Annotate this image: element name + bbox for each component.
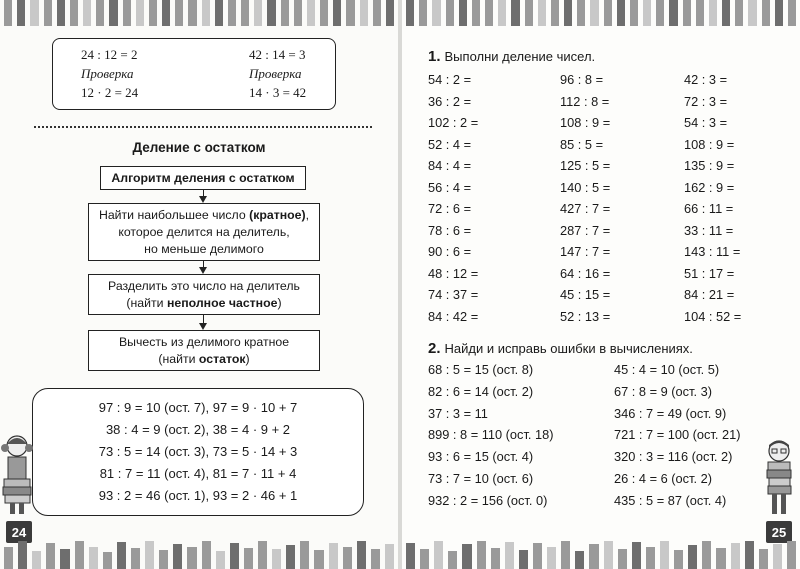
error-check-exercise: 346 : 7 = 49 (ост. 9) [614,405,727,421]
example-equation: 24 : 12 = 2 [81,47,138,62]
error-check-exercise: 932 : 2 = 156 (ост. 0) [428,492,548,508]
division-exercise: 102 : 2 = [428,115,479,130]
flow-arrow [203,261,204,272]
division-exercise: 54 : 2 = [428,72,472,87]
error-check-exercise: 721 : 7 = 100 (ост. 21) [614,427,741,443]
division-exercise: 140 : 5 = [560,179,611,195]
error-check-exercise: 93 : 6 = 15 (ост. 4) [428,449,534,465]
division-exercise: 162 : 9 = [684,179,735,195]
division-exercise: 72 : 3 = [684,93,728,109]
division-exercise: 64 : 16 = [560,265,611,281]
step-text: (найти [158,352,199,366]
division-exercise: 52 : 4 = [428,136,472,152]
division-exercise: 74 : 37 = [428,287,479,302]
remainder-example: 97 : 9 = 10 (ост. 7), 97 = 9 · 10 + 7 [98,400,298,415]
division-exercise: 54 : 3 = [684,115,728,130]
step-punct: ) [277,296,282,310]
division-exercise: 108 : 9 = [684,136,735,152]
step-keyword: неполное частное [166,296,278,310]
section-title: Деление с остатком [132,140,266,155]
division-exercise: 78 : 6 = [428,222,472,238]
division-exercise: 147 : 7 = [560,244,611,259]
error-check-exercise: 320 : 3 = 116 (ост. 2) [614,449,733,465]
task-2-heading [428,340,693,357]
task-title: Найди и исправь ошибки в вычислениях. [444,341,693,356]
left-page [0,0,398,569]
top-decorative-bars [0,0,398,26]
division-exercise: 108 : 9 = [560,115,611,130]
division-exercise: 96 : 8 = [560,72,604,87]
bottom-decorative-bars [402,539,800,569]
division-exercise: 135 : 9 = [684,158,735,173]
algorithm-title-box: Алгоритм деления с остатком [100,166,306,190]
girl-with-books-illustration [0,432,34,516]
division-exercise: 48 : 12 = [428,265,479,281]
error-check-exercise: 37 : 3 = 11 [428,405,488,421]
example-column-1 [81,45,138,102]
division-exercise: 36 : 2 = [428,93,472,109]
remainder-examples-box [32,388,364,516]
error-check-exercise: 26 : 4 = 6 (ост. 2) [614,471,712,486]
step-keyword: (кратное) [249,208,306,222]
page-number: 25 [766,521,792,543]
division-exercise: 125 : 5 = [560,158,611,173]
flow-arrow [203,190,204,201]
right-page [402,0,800,569]
division-exercise: 56 : 4 = [428,179,472,195]
step-punct: ) [245,352,250,366]
division-exercise: 90 : 6 = [428,244,472,259]
example-box [52,38,336,110]
remainder-example: 93 : 2 = 46 (ост. 1), 93 = 2 · 46 + 1 [98,488,298,503]
error-check-exercise: 899 : 8 = 110 (ост. 18) [428,427,554,443]
division-exercise: 66 : 11 = [684,201,734,216]
algorithm-step-3 [88,330,320,371]
example-equation: 42 : 14 = 3 [249,47,306,62]
check-equation: 12 · 2 = 24 [81,85,139,100]
error-check-exercise: 435 : 5 = 87 (ост. 4) [614,492,727,508]
division-exercise: 143 : 11 = [684,244,741,259]
step-punct: , [305,208,310,222]
step-text: (найти [126,296,167,310]
division-exercise: 51 : 17 = [684,265,735,281]
error-check-exercise: 68 : 5 = 15 (ост. 8) [428,362,534,377]
division-exercise: 85 : 5 = [560,136,604,152]
bottom-decorative-bars [0,539,398,569]
flow-arrow [203,315,204,328]
algorithm-step-2 [88,274,320,315]
error-check-exercise: 82 : 6 = 14 (ост. 2) [428,383,534,399]
error-check-exercise: 73 : 7 = 10 (ост. 6) [428,471,534,486]
dotted-divider [34,126,372,128]
remainder-example: 81 : 7 = 11 (ост. 4), 81 = 7 · 11 + 4 [99,466,297,481]
remainder-example: 38 : 4 = 9 (ост. 2), 38 = 4 · 9 + 2 [105,422,291,437]
division-exercise: 45 : 15 = [560,287,611,302]
step-text: Найти наибольшее число [98,208,250,222]
task-title: Выполни деление чисел. [444,49,596,64]
division-exercise: 42 : 3 = [684,72,728,87]
division-exercise: 104 : 52 = [684,308,742,324]
check-equation: 14 · 3 = 42 [249,85,307,100]
division-exercise: 112 : 8 = [560,93,610,109]
task-number: 1. [428,48,441,65]
boy-with-books-illustration [762,438,796,518]
error-check-exercise: 67 : 8 = 9 (ост. 3) [614,383,712,399]
step-text: которое делится на делитель, [118,225,290,239]
division-exercise: 427 : 7 = [560,201,611,216]
page-number: 24 [6,521,32,543]
check-label: Проверка [81,66,134,81]
division-exercise: 84 : 21 = [684,287,735,302]
division-exercise: 72 : 6 = [428,201,472,216]
division-exercise: 84 : 42 = [428,308,479,324]
step-text: но меньше делимого [144,242,264,256]
remainder-example: 73 : 5 = 14 (ост. 3), 73 = 5 · 14 + 3 [98,444,298,459]
task-number: 2. [428,340,441,357]
division-exercise: 33 : 11 = [684,222,734,238]
step-text: Вычесть из делимого кратное [118,335,290,349]
example-column-2 [249,45,306,102]
error-check-exercise: 45 : 4 = 10 (ост. 5) [614,362,720,377]
task-1-heading [428,48,595,65]
top-decorative-bars [402,0,800,26]
step-keyword: остаток [198,352,246,366]
algorithm-step-1 [88,203,320,261]
check-label: Проверка [249,66,302,81]
step-text: Разделить это число на делитель [108,279,300,293]
division-exercise: 84 : 4 = [428,158,472,173]
division-exercise: 287 : 7 = [560,222,611,238]
division-exercise: 52 : 13 = [560,308,611,324]
